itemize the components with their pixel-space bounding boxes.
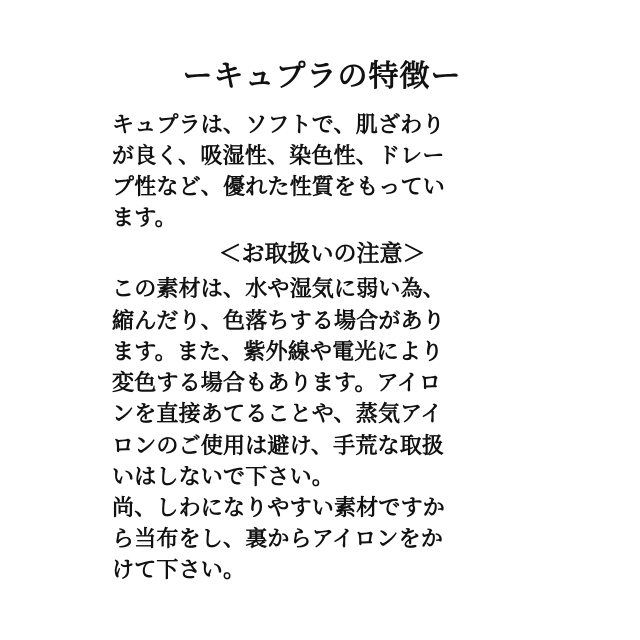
paragraph-line: 尚、しわになりやすい素材ですか bbox=[112, 495, 446, 521]
paragraph-line: が良く、吸湿性、染色性、ドレー bbox=[112, 143, 445, 169]
intro-paragraph bbox=[112, 110, 532, 235]
page-title: ーキュプラの特徴ー bbox=[182, 59, 462, 94]
paragraph-line: ます。 bbox=[112, 206, 177, 232]
paragraph-line: 縮んだり、色落ちする場合があり bbox=[112, 308, 446, 334]
paragraph-line: ンを直接あてることや、蒸気アイ bbox=[112, 402, 443, 428]
paragraph-line: ロンのご使用は避け、手荒な取扱 bbox=[112, 433, 445, 459]
closing-paragraph bbox=[112, 493, 532, 587]
paragraph-line: 変色する場合もあります。アイロ bbox=[112, 371, 442, 397]
paragraph-line: いはしないで下さい。 bbox=[112, 464, 335, 490]
paragraph-line: キュプラは、ソフトで、肌ざわり bbox=[112, 112, 445, 138]
paragraph-line: この素材は、水や湿気に弱い為、 bbox=[112, 277, 446, 303]
paragraph-line: ます。また、紫外線や電光により bbox=[112, 339, 444, 365]
paragraph-line: プ性など、優れた性質をもってい bbox=[112, 174, 446, 200]
section-heading-care: ＜お取扱いの注意＞ bbox=[218, 241, 426, 268]
care-paragraph bbox=[112, 274, 532, 493]
paragraph-line: ら当布をし、裏からアイロンをか bbox=[112, 527, 444, 553]
paragraph-line: けて下さい。 bbox=[112, 558, 246, 584]
